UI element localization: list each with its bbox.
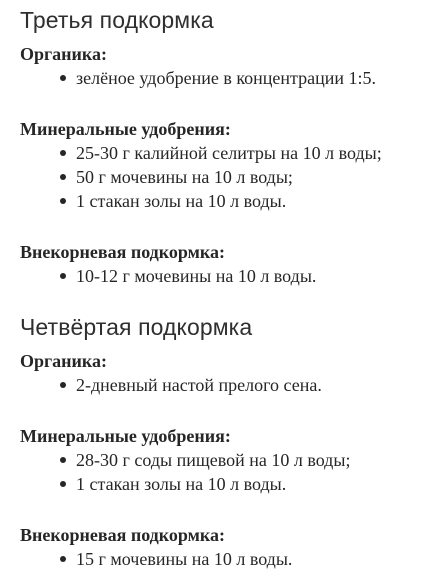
list-item-text: 25-30 г калийной селитры на 10 л воды; bbox=[76, 143, 382, 163]
list-item bbox=[20, 448, 429, 472]
item-list bbox=[20, 141, 429, 213]
group-foliar bbox=[20, 523, 429, 571]
group-organic bbox=[20, 42, 429, 90]
list-item-text: зелёное удобрение в концентрации 1:5. bbox=[76, 68, 377, 88]
bullet-icon bbox=[60, 481, 66, 487]
list-item bbox=[20, 373, 429, 397]
list-item-text: 28-30 г соды пищевой на 10 л воды; bbox=[76, 450, 351, 470]
list-item bbox=[20, 472, 429, 496]
item-list bbox=[20, 373, 429, 397]
bullet-icon bbox=[60, 273, 66, 279]
list-item bbox=[20, 264, 429, 288]
bullet-icon bbox=[60, 457, 66, 463]
group-label: Внекорневая подкормка: bbox=[20, 242, 226, 262]
list-item bbox=[20, 547, 429, 571]
group-label: Органика: bbox=[20, 44, 108, 64]
group-label: Органика: bbox=[20, 351, 108, 371]
item-list bbox=[20, 448, 429, 496]
list-item-text: 1 стакан золы на 10 л воды. bbox=[76, 191, 287, 211]
list-item bbox=[20, 66, 429, 90]
list-item-text: 2-дневный настой прелого сена. bbox=[76, 375, 322, 395]
group-mineral bbox=[20, 117, 429, 213]
list-item-text: 15 г мочевины на 10 л воды. bbox=[76, 549, 293, 569]
group-mineral bbox=[20, 424, 429, 496]
list-item bbox=[20, 189, 429, 213]
bullet-icon bbox=[60, 150, 66, 156]
list-item-text: 1 стакан золы на 10 л воды. bbox=[76, 474, 287, 494]
list-item-text: 50 г мочевины на 10 л воды; bbox=[76, 167, 293, 187]
section-title-third-feeding: Третья подкормка bbox=[20, 7, 214, 33]
item-list bbox=[20, 547, 429, 571]
bullet-icon bbox=[60, 198, 66, 204]
bullet-icon bbox=[60, 75, 66, 81]
list-item bbox=[20, 165, 429, 189]
item-list bbox=[20, 66, 429, 90]
bullet-icon bbox=[60, 174, 66, 180]
group-label: Минеральные удобрения: bbox=[20, 426, 231, 446]
group-label: Минеральные удобрения: bbox=[20, 119, 231, 139]
bullet-icon bbox=[60, 556, 66, 562]
group-organic bbox=[20, 349, 429, 397]
group-foliar bbox=[20, 240, 429, 288]
item-list bbox=[20, 264, 429, 288]
group-label: Внекорневая подкормка: bbox=[20, 525, 226, 545]
list-item bbox=[20, 141, 429, 165]
section-title-fourth-feeding: Четвёртая подкормка bbox=[20, 314, 253, 340]
list-item-text: 10-12 г мочевины на 10 л воды. bbox=[76, 266, 317, 286]
bullet-icon bbox=[60, 382, 66, 388]
